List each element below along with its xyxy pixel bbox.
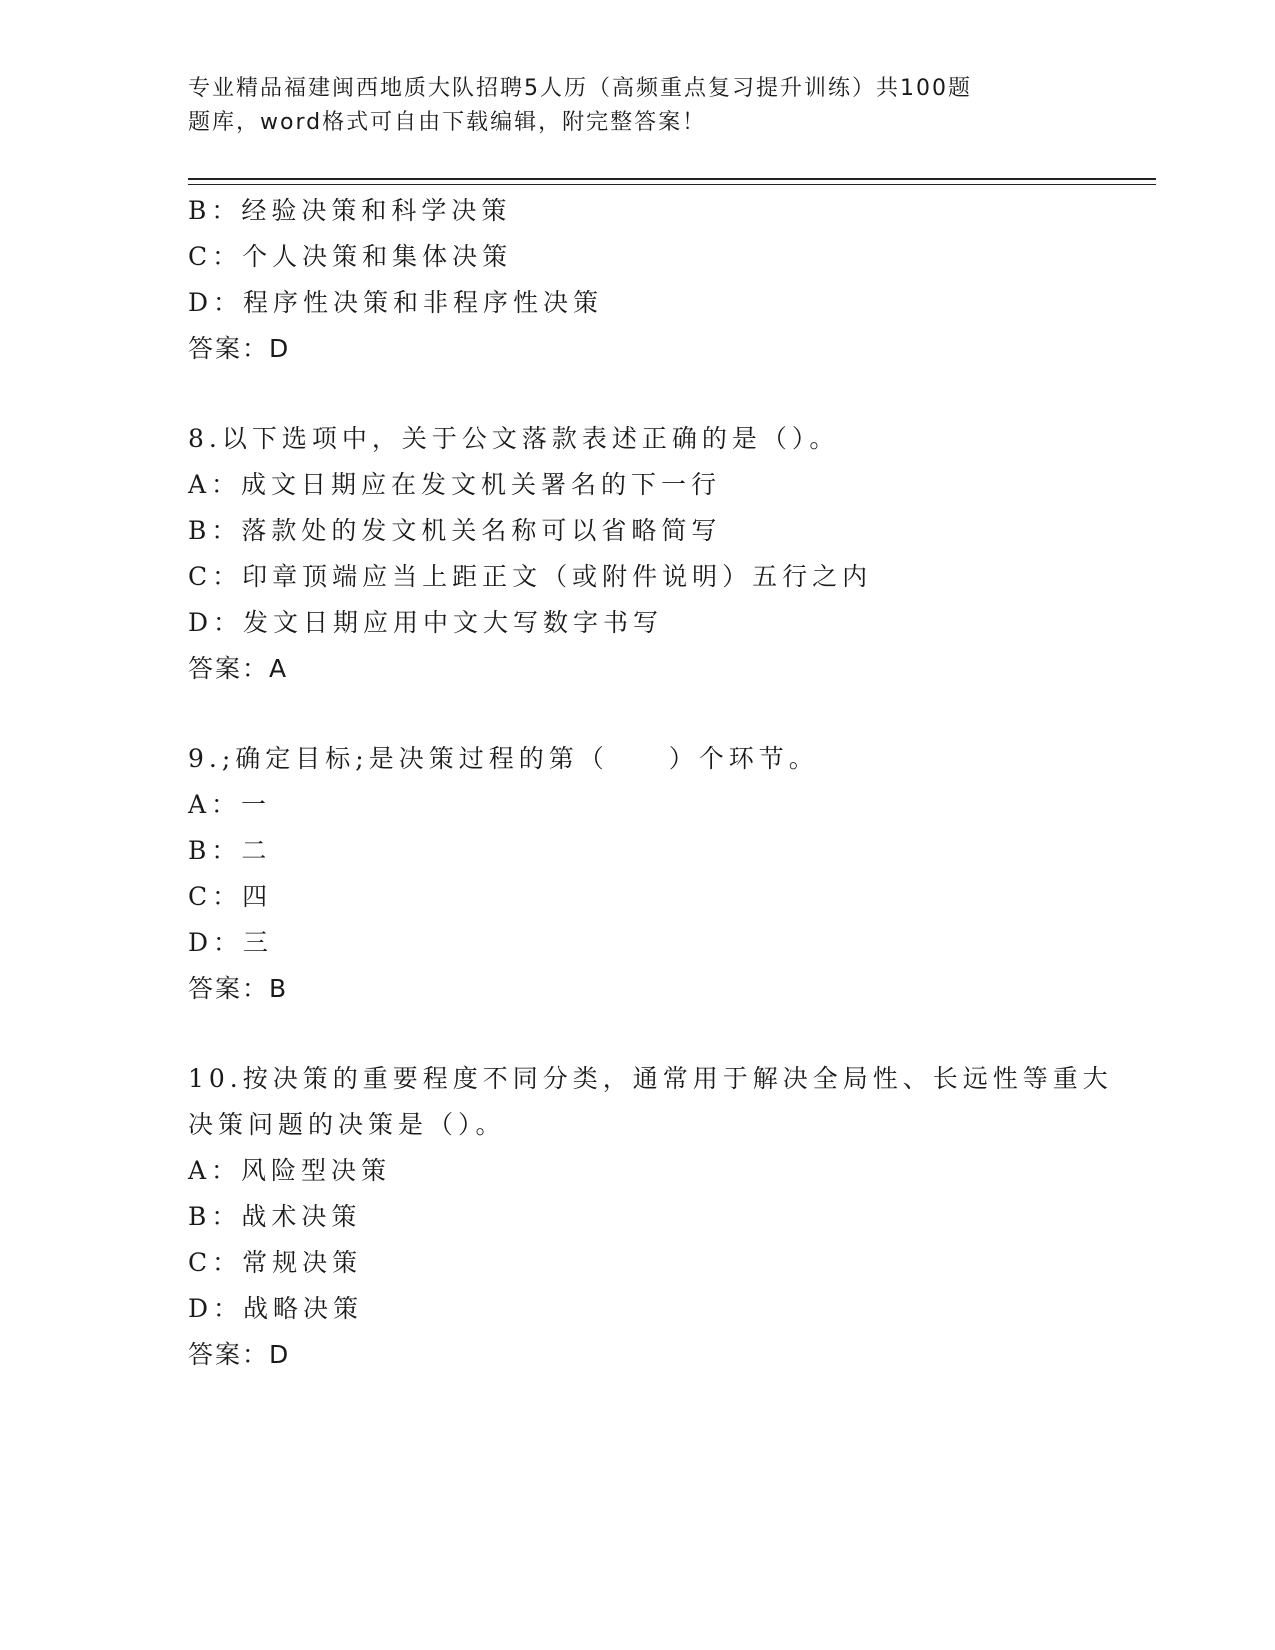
option-b: B：战术决策 [188,1202,362,1231]
spacer [188,692,1088,736]
option-c: C：个人决策和集体决策 [188,242,513,271]
spacer [188,1012,1088,1056]
question-text-line-2: 决策问题的决策是（）。 [188,1110,506,1139]
header-divider-thick [188,178,1156,180]
answer: 答案：B [188,974,289,1003]
option-c: C：印章顶端应当上距正文（或附件说明）五行之内 [188,562,873,591]
option-a: A：成文日期应在发文机关署名的下一行 [188,470,722,499]
header-line-1: 专业精品福建闽西地质大队招聘5人历（高频重点复习提升训练）共100题 [188,76,972,101]
option-d: D：战略决策 [188,1294,364,1323]
answer: 答案：D [188,334,291,363]
document-header [188,72,1048,140]
answer: 答案：A [188,654,289,683]
question-8 [188,416,1088,692]
question-7-continued [188,188,1088,372]
option-d: D：程序性决策和非程序性决策 [188,288,604,317]
question-10 [188,1056,1113,1378]
header-line-2: 题库，word格式可自由下载编辑，附完整答案！ [188,110,707,135]
option-b: B：落款处的发文机关名称可以省略简写 [188,516,722,545]
option-c: C：常规决策 [188,1248,363,1277]
option-a: A：一 [188,790,272,819]
option-d: D：三 [188,928,274,957]
option-d: D：发文日期应用中文大写数字书写 [188,608,664,637]
question-text: 9.;确定目标;是决策过程的第（ ）个环节。 [188,744,819,773]
option-a: A：风险型决策 [188,1156,392,1185]
question-9 [188,736,1088,1012]
spacer [188,372,1088,416]
option-b: B：二 [188,836,272,865]
option-c: C：四 [188,882,273,911]
question-text: 8.以下选项中，关于公文落款表述正确的是（）。 [188,424,840,453]
answer: 答案：D [188,1340,291,1369]
question-text-line-1: 10.按决策的重要程度不同分类，通常用于解决全局性、长远性等重大 [188,1064,1113,1093]
header-divider-thin [188,184,1156,185]
option-b: B：经验决策和科学决策 [188,196,512,225]
question-list [188,188,1113,1378]
